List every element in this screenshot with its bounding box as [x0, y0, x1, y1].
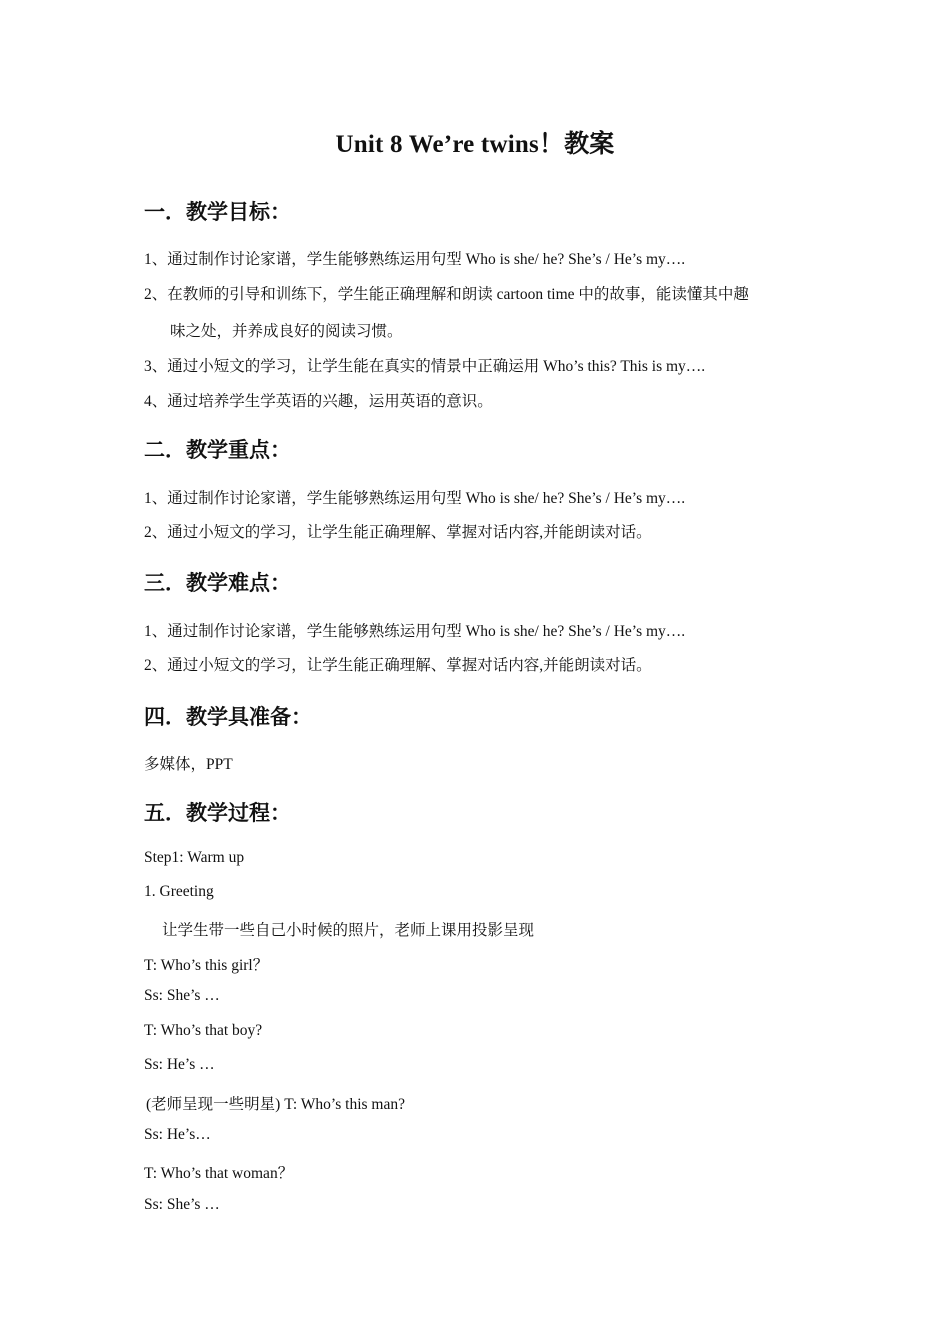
- section-heading-difficulties: 三．教学难点：: [144, 571, 291, 595]
- procedure-line: Ss: He’s …: [144, 1056, 215, 1073]
- procedure-line: Ss: She’s …: [144, 987, 220, 1004]
- procedure-line: Ss: She’s …: [144, 1196, 220, 1213]
- key-point-line-1: 1、通过制作讨论家谱，学生能够熟练运用句型 Who is she/ he? She’s / He’s my….: [144, 490, 686, 507]
- procedure-line: T: Who’s that boy?: [144, 1022, 263, 1039]
- key-point-line-2: 2、通过小短文的学习，让学生能正确理解、掌握对话内容,并能朗读对话。: [144, 524, 652, 541]
- objective-line-4: 4、通过培养学生学英语的兴趣，运用英语的意识。: [144, 393, 493, 410]
- section-heading-materials: 四．教学具准备：: [144, 705, 312, 729]
- procedure-line: T: Who’s that woman？: [144, 1165, 294, 1182]
- objective-line-3: 3、通过小短文的学习，让学生能在真实的情景中正确运用 Who’s this? This is my….: [144, 358, 706, 375]
- procedure-line: Step1: Warm up: [144, 849, 245, 866]
- section-heading-key-points: 二．教学重点：: [144, 438, 291, 462]
- objective-line-2: 2、在教师的引导和训练下，学生能正确理解和朗读 cartoon time 中的故事，能读懂其中趣: [144, 286, 749, 303]
- objective-line-1: 1、通过制作讨论家谱，学生能够熟练运用句型 Who is she/ he? She’s / He’s my….: [144, 251, 686, 268]
- difficulty-line-2: 2、通过小短文的学习，让学生能正确理解、掌握对话内容,并能朗读对话。: [144, 657, 652, 674]
- procedure-line: 让学生带一些自己小时候的照片，老师上课用投影呈现: [162, 922, 535, 939]
- procedure-line: (老师呈现一些明星) T: Who’s this man?: [146, 1096, 405, 1113]
- procedure-line: Ss: He’s…: [144, 1126, 211, 1143]
- section-heading-objectives: 一．教学目标：: [144, 200, 291, 224]
- section-heading-procedure: 五．教学过程：: [144, 801, 291, 825]
- materials-line: 多媒体，PPT: [144, 756, 233, 773]
- procedure-line: 1. Greeting: [144, 883, 214, 900]
- document-title: Unit 8 We’re twins！教案: [335, 131, 615, 158]
- difficulty-line-1: 1、通过制作讨论家谱，学生能够熟练运用句型 Who is she/ he? She’s / He’s my….: [144, 623, 686, 640]
- procedure-line: T: Who’s this girl？: [144, 957, 269, 974]
- objective-line-2-cont: 味之处，并养成良好的阅读习惯。: [170, 323, 403, 340]
